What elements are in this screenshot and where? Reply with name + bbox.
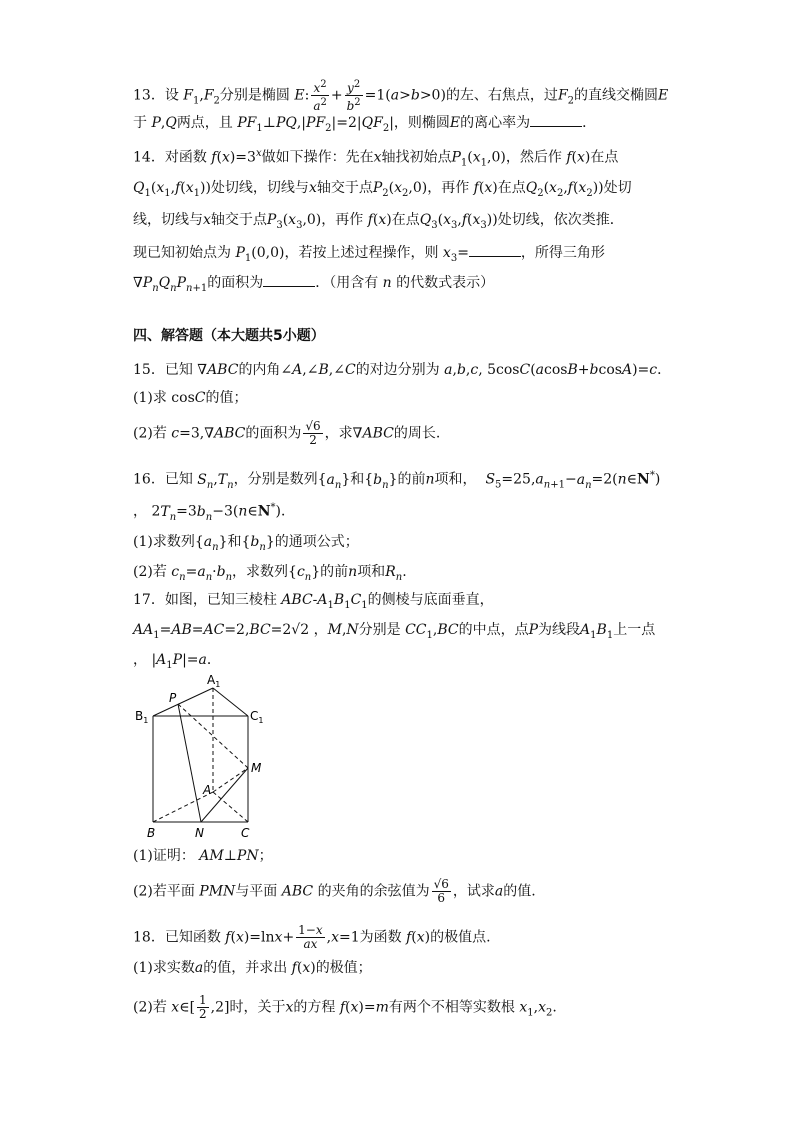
label-N: N — [195, 826, 204, 840]
q17-number: 17． — [133, 592, 165, 608]
q17-stem-3: ， $|A_1P|=a$． — [133, 652, 221, 671]
edge-ac-hidden — [213, 792, 248, 822]
label-A1: $A_1$ — [207, 673, 221, 689]
q15-part2: (2)若 c=3,∇ABC的面积为 $\frac{√6}{2}$ ，求∇ABC的周长. — [133, 419, 441, 447]
q16-stem-2: ， $2T_n=3b_n-3(n\in N^*)$． — [133, 502, 295, 523]
q14-number: 14． — [133, 149, 165, 166]
q14-line2: $Q_1(x_1,f(x_1))$处切线，切线与x轴交于点$P_2(x_2,0)$，再作 f(x)在点$Q_2(x_2,f(x_2))$处切 — [133, 180, 632, 199]
edge-b1a1 — [153, 688, 213, 716]
label-B1: $B_1$ — [135, 709, 149, 725]
segment-pn — [178, 704, 201, 822]
label-B: B — [147, 826, 156, 840]
q16-part2: (2)若 $c_n=a_n\cdot b_n$，求数列$\{c_n\}$的前n项和$R_n$. — [133, 564, 407, 583]
q16-number: 16． — [133, 471, 165, 488]
edge-a1c1 — [213, 688, 248, 716]
q14-line3: 线，切线与x轴交于点$P_3(x_3,0)$，再作 f(x)在点$Q_3(x_3,f(x_3))$处切线，依次类推． — [133, 212, 624, 231]
q18-stem: 18．已知函数 f(x)=lnx+ $\frac{1-x}{ax}$ ,x=1为函数 f(x)的极值点. — [133, 923, 491, 951]
q15-part1: (1)求 cosC的值； — [133, 390, 248, 406]
q13-answer-blank[interactable] — [530, 112, 582, 127]
prism-figure — [133, 672, 273, 842]
q17-part2: (2)若平面 PMN与平面 ABC 的夹角的余弦值为 $\frac{√6}{6}$ ，试求a的值. — [133, 877, 536, 905]
label-A: A — [203, 783, 212, 797]
q16-stem-1: 16．已知 $S_n,T_n$，分别是数列$\{a_n\}$和$\{b_n\}$的前n项和， $S_5=25,a_{n+1}-a_n=2(n\in N^*)$ — [133, 470, 661, 491]
q13-number: 13． — [133, 87, 165, 104]
label-C: C — [241, 826, 250, 840]
q15-number: 15． — [133, 362, 165, 378]
label-M: M — [251, 761, 262, 775]
q16-part1: (1)求数列$\{a_n\}$和$\{b_n\}$的通项公式； — [133, 534, 359, 553]
label-C1: $C_1$ — [250, 709, 264, 725]
q13-line2: 于 P,Q两点，且 $PF_1\perp PQ,|PF_2|=2|QF_2|$，则椭圆E的离心率为 ． — [133, 112, 596, 139]
q14-answer-blank-2[interactable] — [263, 272, 315, 287]
q13-line1: 13．设 $F_1,F_2$分别是椭圆 E: $\frac{x^2}{a^2}$ + $\frac{y^2}{b^2}$ =1(a>b>0)的左、右焦点，过$F_2$的直线交椭圆E — [133, 79, 669, 113]
q14-line1: 14．对函数 $f(x)=3^x$做如下操作：先在x轴找初始点$P_1(x_1,0)$，然后作 f(x)在点 — [133, 148, 619, 169]
q18-part1: (1)求实数a的值，并求出 f(x)的极值； — [133, 960, 372, 976]
q18-part2: (2)若 x∈[ $\frac{1}{2}$ ,2]时，关于x的方程 f(x)=m有两个不相等实数根 $x_1,x_2$. — [133, 993, 557, 1021]
q14-line5: $\nabla P_nQ_nP_{n+1}$的面积为 ．（用含有 n 的代数式表示） — [133, 272, 494, 299]
section-heading: 四、解答题（本大题共5小题） — [133, 328, 325, 344]
label-P: P — [169, 691, 177, 705]
q15-stem: 15．已知 ∇ABC的内角∠A,∠B,∠C的对边分别为 a,b,c, 5cosC(acosB+bcosA)=c． — [133, 362, 672, 378]
q17-stem-2: $AA_1=AB=AC=2,BC=2√2$ ，M,N分别是 $CC_1,BC$的中点，点P为线段$A_1B_1$上一点 — [133, 622, 656, 641]
q17-stem-1: 17．如图，已知三棱柱 ABC-$A_1B_1C_1$的侧棱与底面垂直， — [133, 592, 494, 611]
q14-line4: 现已知初始点为 $P_1(0,0)$，若按上述过程操作，则 $x_3=$ ，所得三角形 — [133, 242, 605, 269]
q14-answer-blank-1[interactable] — [469, 242, 521, 257]
q18-number: 18． — [133, 929, 165, 946]
q17-part1: (1)证明： AM⊥PN； — [133, 848, 273, 864]
